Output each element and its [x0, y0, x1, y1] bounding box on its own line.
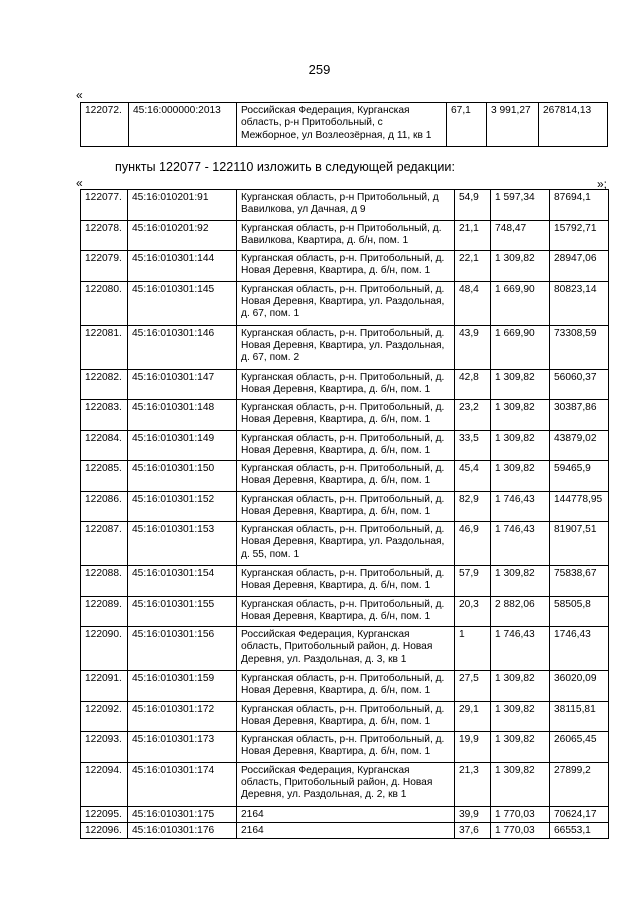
table-new-entries — [80, 189, 609, 839]
cell-cadastral-number: 45:16:010301:173 — [128, 732, 237, 763]
cell-rate: 1 309,82 — [491, 369, 550, 400]
cell-value: 38115,81 — [550, 701, 609, 732]
cell-value: 81907,51 — [550, 522, 609, 566]
cell-address: Курганская область, р-н. Притобольный, д. Новая Деревня, Квартира, д. б/н, пом. 1 — [237, 369, 455, 400]
cell-address: Российская Федерация, Курганская область, р-н Притобольный, с Межборное, ул Возлеозёрная, д 11, кв 1 — [237, 103, 447, 147]
table-row — [81, 190, 609, 221]
cell-rate: 1 770,03 — [491, 806, 550, 822]
table-row — [81, 762, 609, 806]
cell-row-number: 122093. — [81, 732, 128, 763]
table-row — [81, 732, 609, 763]
cell-row-number: 122096. — [81, 822, 128, 838]
cell-address: Курганская область, р-н Притобольный, д. Вавилкова, Квартира, д. б/н, пом. 1 — [237, 220, 455, 251]
cell-value: 267814,13 — [539, 103, 608, 147]
cell-value: 59465,9 — [550, 461, 609, 492]
cell-area: 57,9 — [455, 566, 491, 597]
cell-area: 27,5 — [455, 671, 491, 702]
page-number: 259 — [308, 62, 331, 77]
cell-row-number: 122079. — [81, 251, 128, 282]
cell-address: Курганская область, р-н. Притобольный, д. Новая Деревня, Квартира, д. б/н, пом. 1 — [237, 596, 455, 627]
cell-address: 2164 — [237, 806, 455, 822]
cell-cadastral-number: 45:16:010301:147 — [128, 369, 237, 400]
cell-row-number: 122080. — [81, 281, 128, 325]
cell-address: Курганская область, р-н. Притобольный, д. Новая Деревня, Квартира, д. б/н, пом. 1 — [237, 732, 455, 763]
cell-row-number: 122089. — [81, 596, 128, 627]
cell-value: 87694,1 — [550, 190, 609, 221]
cell-cadastral-number: 45:16:010301:150 — [128, 461, 237, 492]
cell-row-number: 122094. — [81, 762, 128, 806]
table-row — [81, 627, 609, 671]
table-row — [81, 461, 609, 492]
cell-address: Курганская область, р-н. Притобольный, д. Новая Деревня, Квартира, д. б/н, пом. 1 — [237, 430, 455, 461]
table-row — [81, 281, 609, 325]
table-row — [81, 566, 609, 597]
cell-cadastral-number: 45:16:010301:144 — [128, 251, 237, 282]
cell-cadastral-number: 45:16:010301:155 — [128, 596, 237, 627]
cell-rate: 1 597,34 — [491, 190, 550, 221]
table-row — [81, 400, 609, 431]
cell-area: 19,9 — [455, 732, 491, 763]
cell-row-number: 122085. — [81, 461, 128, 492]
cell-cadastral-number: 45:16:010301:148 — [128, 400, 237, 431]
table-row — [81, 430, 609, 461]
cell-value: 43879,02 — [550, 430, 609, 461]
cell-cadastral-number: 45:16:010301:152 — [128, 491, 237, 522]
cell-rate: 3 991,27 — [487, 103, 539, 147]
cell-cadastral-number: 45:16:000000:2013 — [129, 103, 237, 147]
cell-area: 46,9 — [455, 522, 491, 566]
cell-rate: 1 669,90 — [491, 281, 550, 325]
cell-value: 144778,95 — [550, 491, 609, 522]
cell-value: 26065,45 — [550, 732, 609, 763]
cell-value: 36020,09 — [550, 671, 609, 702]
cell-row-number: 122086. — [81, 491, 128, 522]
cell-value: 75838,67 — [550, 566, 609, 597]
cell-cadastral-number: 45:16:010301:153 — [128, 522, 237, 566]
cell-rate: 1 309,82 — [491, 400, 550, 431]
cell-row-number: 122092. — [81, 701, 128, 732]
cell-address: 2164 — [237, 822, 455, 838]
cell-value: 80823,14 — [550, 281, 609, 325]
table-row — [81, 596, 609, 627]
open-quote-2: « — [76, 176, 83, 190]
cell-address: Курганская область, р-н. Притобольный, д. Новая Деревня, Квартира, д. б/н, пом. 1 — [237, 400, 455, 431]
cell-cadastral-number: 45:16:010301:159 — [128, 671, 237, 702]
cell-area: 21,3 — [455, 762, 491, 806]
table-row — [81, 369, 609, 400]
cell-address: Курганская область, р-н. Притобольный, д. Новая Деревня, Квартира, ул. Раздольная, д. 55, пом. 1 — [237, 522, 455, 566]
table-row — [81, 822, 609, 838]
cell-row-number: 122084. — [81, 430, 128, 461]
cell-area: 45,4 — [455, 461, 491, 492]
cell-value: 30387,86 — [550, 400, 609, 431]
cell-rate: 1 309,82 — [491, 671, 550, 702]
table-new-entries-body — [81, 190, 609, 839]
table-amended-entry-body — [81, 103, 608, 147]
cell-address: Курганская область, р-н. Притобольный, д. Новая Деревня, Квартира, ул. Раздольная, д. 67, пом. 2 — [237, 325, 455, 369]
cell-row-number: 122091. — [81, 671, 128, 702]
cell-cadastral-number: 45:16:010301:175 — [128, 806, 237, 822]
cell-address: Курганская область, р-н. Притобольный, д. Новая Деревня, Квартира, д. б/н, пом. 1 — [237, 251, 455, 282]
cell-cadastral-number: 45:16:010301:176 — [128, 822, 237, 838]
open-quote-1: « — [76, 88, 83, 102]
cell-value: 66553,1 — [550, 822, 609, 838]
instruction-text: пункты 122077 - 122110 изложить в следующей редакции: — [115, 160, 455, 174]
cell-cadastral-number: 45:16:010301:146 — [128, 325, 237, 369]
cell-area: 29,1 — [455, 701, 491, 732]
table-row — [81, 220, 609, 251]
cell-address: Курганская область, р-н. Притобольный, д. Новая Деревня, Квартира, д. б/н, пом. 1 — [237, 461, 455, 492]
cell-area: 67,1 — [447, 103, 487, 147]
cell-cadastral-number: 45:16:010301:149 — [128, 430, 237, 461]
cell-rate: 1 746,43 — [491, 491, 550, 522]
table-row — [81, 671, 609, 702]
cell-area: 39,9 — [455, 806, 491, 822]
table-row — [81, 325, 609, 369]
cell-address: Курганская область, р-н. Притобольный, д. Новая Деревня, Квартира, д. б/н, пом. 1 — [237, 701, 455, 732]
cell-row-number: 122072. — [81, 103, 129, 147]
cell-rate: 1 746,43 — [491, 522, 550, 566]
cell-rate: 748,47 — [491, 220, 550, 251]
cell-rate: 1 309,82 — [491, 762, 550, 806]
cell-value: 27899,2 — [550, 762, 609, 806]
cell-cadastral-number: 45:16:010301:154 — [128, 566, 237, 597]
cell-address: Курганская область, р-н. Притобольный, д. Новая Деревня, Квартира, ул. Раздольная, д. 67, пом. 1 — [237, 281, 455, 325]
table-row — [81, 251, 609, 282]
cell-row-number: 122090. — [81, 627, 128, 671]
close-quote: »; — [597, 177, 608, 191]
cell-address: Курганская область, р-н. Притобольный, д. Новая Деревня, Квартира, д. б/н, пом. 1 — [237, 566, 455, 597]
cell-rate: 1 309,82 — [491, 430, 550, 461]
cell-row-number: 122082. — [81, 369, 128, 400]
table-row — [81, 701, 609, 732]
cell-address: Курганская область, р-н. Притобольный, д. Новая Деревня, Квартира, д. б/н, пом. 1 — [237, 491, 455, 522]
cell-row-number: 122077. — [81, 190, 128, 221]
cell-address: Курганская область, р-н Притобольный, д Вавилкова, ул Дачная, д 9 — [237, 190, 455, 221]
cell-row-number: 122087. — [81, 522, 128, 566]
cell-area: 82,9 — [455, 491, 491, 522]
cell-area: 20,3 — [455, 596, 491, 627]
cell-area: 23,2 — [455, 400, 491, 431]
cell-row-number: 122088. — [81, 566, 128, 597]
cell-rate: 1 309,82 — [491, 701, 550, 732]
cell-cadastral-number: 45:16:010301:174 — [128, 762, 237, 806]
cell-value: 56060,37 — [550, 369, 609, 400]
table-row — [81, 491, 609, 522]
table-amended-entry — [80, 102, 608, 147]
cell-area: 48,4 — [455, 281, 491, 325]
cell-area: 33,5 — [455, 430, 491, 461]
cell-rate: 1 309,82 — [491, 566, 550, 597]
cell-value: 1746,43 — [550, 627, 609, 671]
cell-value: 15792,71 — [550, 220, 609, 251]
cell-rate: 1 309,82 — [491, 251, 550, 282]
cell-cadastral-number: 45:16:010201:91 — [128, 190, 237, 221]
cell-row-number: 122083. — [81, 400, 128, 431]
cell-rate: 1 746,43 — [491, 627, 550, 671]
cell-value: 28947,06 — [550, 251, 609, 282]
cell-rate: 1 770,03 — [491, 822, 550, 838]
cell-area: 37,6 — [455, 822, 491, 838]
cell-row-number: 122078. — [81, 220, 128, 251]
cell-value: 58505,8 — [550, 596, 609, 627]
cell-area: 1 — [455, 627, 491, 671]
cell-rate: 1 309,82 — [491, 461, 550, 492]
cell-rate: 1 309,82 — [491, 732, 550, 763]
cell-rate: 2 882,06 — [491, 596, 550, 627]
cell-value: 70624,17 — [550, 806, 609, 822]
table-row — [81, 103, 608, 147]
cell-cadastral-number: 45:16:010301:156 — [128, 627, 237, 671]
cell-cadastral-number: 45:16:010301:145 — [128, 281, 237, 325]
cell-area: 54,9 — [455, 190, 491, 221]
cell-row-number: 122081. — [81, 325, 128, 369]
cell-area: 43,9 — [455, 325, 491, 369]
cell-row-number: 122095. — [81, 806, 128, 822]
cell-value: 73308,59 — [550, 325, 609, 369]
cell-area: 22,1 — [455, 251, 491, 282]
cell-rate: 1 669,90 — [491, 325, 550, 369]
cell-address: Курганская область, р-н. Притобольный, д. Новая Деревня, Квартира, д. б/н, пом. 1 — [237, 671, 455, 702]
cell-address: Российская Федерация, Курганская область, Притобольный район, д. Новая Деревня, ул. Раздольная, д. 2, кв 1 — [237, 762, 455, 806]
cell-area: 42,8 — [455, 369, 491, 400]
table-row — [81, 522, 609, 566]
cell-cadastral-number: 45:16:010301:172 — [128, 701, 237, 732]
cell-cadastral-number: 45:16:010201:92 — [128, 220, 237, 251]
table-row — [81, 806, 609, 822]
cell-address: Российская Федерация, Курганская область, Притобольный район, д. Новая Деревня, ул. Раздольная, д. 3, кв 1 — [237, 627, 455, 671]
cell-area: 21,1 — [455, 220, 491, 251]
